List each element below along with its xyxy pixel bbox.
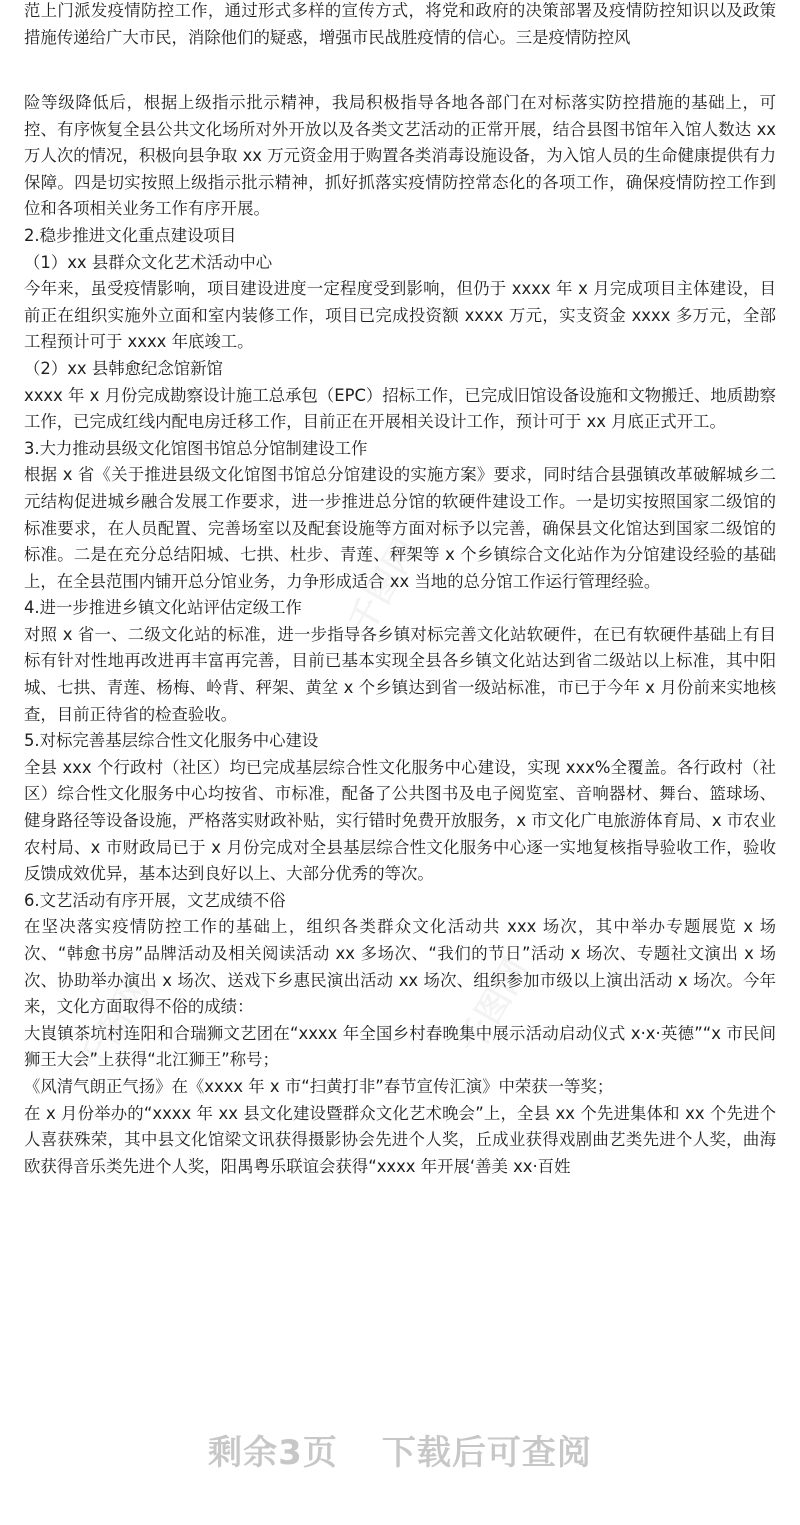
section-heading-4: 4.进一步推进乡镇文化站评估定级工作	[24, 598, 302, 618]
download-to-view-label: 下载后可查阅	[381, 1433, 592, 1473]
paragraph-6-b: 《风清气朗正气扬》在《xxxx 年 x 市“扫黄打非”春节宣传汇演》中荣获一等奖；	[24, 1076, 614, 1096]
document-body	[24, 90, 776, 1180]
subheading-2-2: （2）xx 县韩愈纪念馆新馆	[24, 358, 223, 378]
section-heading-5: 5.对标完善基层综合性文化服务中心建设	[24, 731, 319, 751]
section-heading-6: 6.文艺活动有序开展，文艺成绩不俗	[24, 890, 286, 910]
top-fragment: 范上门派发疫情防控工作，通过形式多样的宣传方式，将党和政府的决策部署及疫情防控知识以及政策措施传递给广大市民，消除他们的疑惑，增强市民战胜疫情的信心。三是疫情防控风	[24, 1, 776, 47]
paragraph-5: 全县 xxx 个行政村（社区）均已完成基层综合性文化服务中心建设，实现 xxx%全覆盖。各行政村（社区）综合性文化服务中心均按省、市标准，配备了公共图书及电子阅览室、音响器材、舞台、篮球场、健身路径等设备设施，严格落实财政补贴，实行错时免费开放服务，x 市文化广电旅游体育局、x 市农业农村局、x 市财政局已于 x 月份完成对全县基层综合性文化服务中心逐一实地复核指导验收工作，验收反馈成效优异，基本达到良好以上、大部分优秀的等次。	[24, 757, 776, 884]
paragraph-6-a: 大崀镇茶坑村连阳和合瑞狮文艺团在“xxxx 年全国乡村春晚集中展示活动启动仪式 x·x·英德”“x 市民间狮王大会”上获得“北江狮王”称号；	[24, 1023, 776, 1070]
section-heading-3: 3.大力推动县级文化馆图书馆总分馆制建设工作	[24, 438, 368, 458]
paragraph-2-2: xxxx 年 x 月份完成勘察设计施工总承包（EPC）招标工作，已完成旧馆设备设施和文物搬迁、地质勘察工作，已完成红线内配电房迁移工作，目前正在开展相关设计工作，预计可于 xx 月底正式开工。	[24, 385, 776, 432]
paragraph-6-c: 在 x 月份举办的“xxxx 年 xx 县文化建设暨群众文化艺术晚会”上，全县 xx 个先进集体和 xx 个先进个人喜获殊荣，其中县文化馆梁文讯获得摄影协会先进个人奖，丘成业获得戏剧曲艺类先进个人奖，曲海欧获得音乐类先进个人奖，阳禺粤乐联谊会获得“xxxx 年开展‘善美 xx·百姓	[24, 1103, 776, 1176]
paragraph-3: 根据 x 省《关于推进县级文化馆图书馆总分馆建设的实施方案》要求，同时结合县强镇改革破解城乡二元结构促进城乡融合发展工作要求，进一步推进总分馆的软硬件建设工作。一是切实按照国家二级馆的标准要求，在人员配置、完善场室以及配套设施等方面对标予以完善，确保县文化馆达到国家二级馆的标准。二是在充分总结阳城、七拱、杜步、青莲、秤架等 x 个乡镇综合文化站作为分馆建设经验的基础上，在全县范围内铺开总分馆业务，力争形成适合 xx 当地的总分馆工作运行管理经验。	[24, 465, 776, 591]
paragraph-continuation: 险等级降低后，根据上级指示批示精神，我局积极指导各地各部门在对标落实防控措施的基础上，可控、有序恢复全县公共文化场所对外开放以及各类文艺活动的正常开展，结合县图书馆年入馆人数达 xx 万人次的情况，积极向县争取 xx 万元资金用于购置各类消毒设施设备，为入馆人员的生命健康提供有力保障。四是切实按照上级指示批示精神，抓好抓落实疫情防控常态化的各项工作，确保疫情防控工作到位和各项相关业务工作有序开展。	[24, 93, 776, 219]
subheading-2-1: （1）xx 县群众文化艺术活动中心	[24, 252, 273, 272]
download-prompt[interactable]	[0, 1408, 800, 1498]
paragraph-2-1: 今年来，虽受疫情影响，项目建设进度一定程度受到影响，但仍于 xxxx 年 x 月完成项目主体建设，目前正在组织实施外立面和室内装修工作，项目已完成投资额 xxxx 万元，实支资金 xxxx 多万元，全部工程预计可于 xxxx 年底竣工。	[24, 279, 776, 352]
paragraph-6: 在坚决落实疫情防控工作的基础上，组织各类群众文化活动共 xxx 场次，其中举办专题展览 x 场次、“韩愈书房”品牌活动及相关阅读活动 xx 多场次、“我们的节日”活动 x 场次、专题社文演出 x 场次、协助举办演出 x 场次、送戏下乡惠民演出活动 xx 场次、组织参加市级以上演出活动 x 场次。今年来，文化方面取得不俗的成绩：	[24, 917, 776, 1017]
paragraph-4: 对照 x 省一、二级文化站的标准，进一步指导各乡镇对标完善文化站软硬件，在已有软硬件基础上有目标有针对性地再改进再丰富再完善，目前已基本实现全县各乡镇文化站达到省二级站以上标准，其中阳城、七拱、青莲、杨梅、岭背、秤架、黄坌 x 个乡镇达到省一级站标准，市已于今年 x 月份前来实地核查，目前正待省的检查验收。	[24, 624, 776, 724]
section-heading-2: 2.稳步推进文化重点建设项目	[24, 225, 237, 245]
remaining-pages-label: 剩余3页	[208, 1433, 338, 1473]
